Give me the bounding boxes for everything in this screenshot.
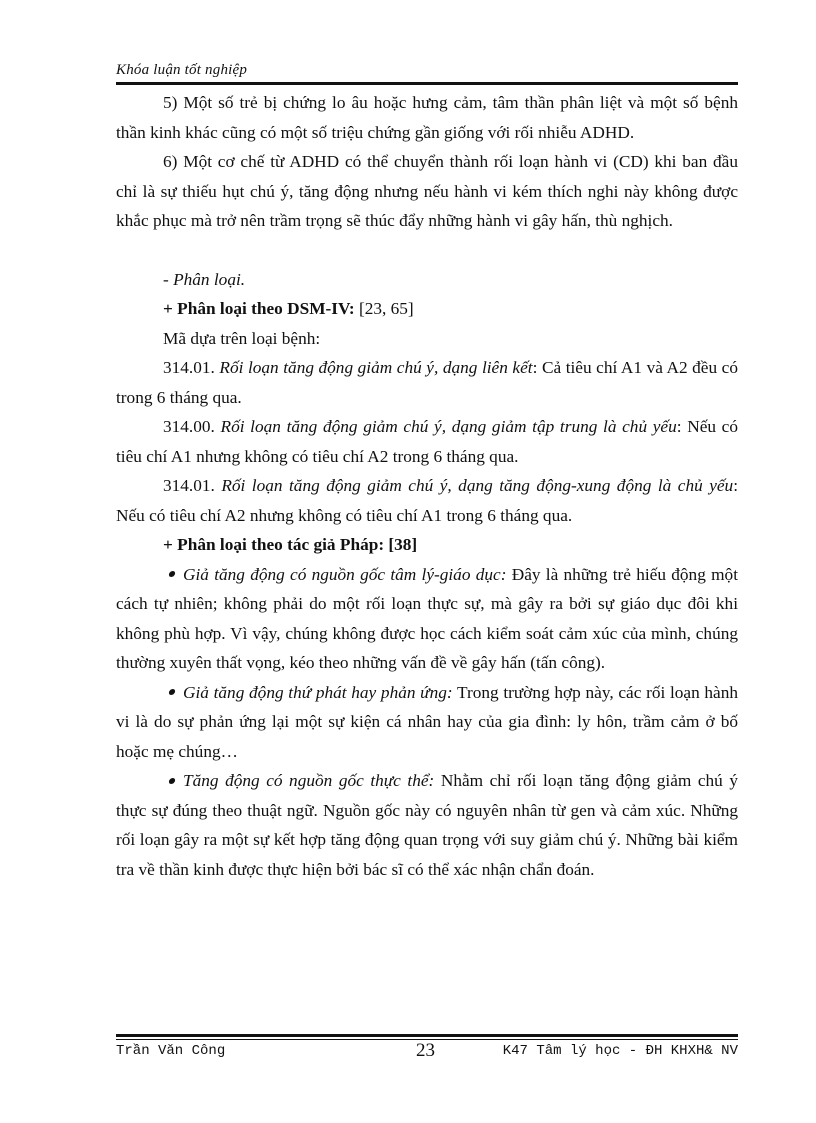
bullet-item-2-title: Giả tăng động thứ phát hay phản ứng: <box>183 682 453 702</box>
bullet-icon <box>168 571 176 577</box>
dsm-heading <box>116 294 738 324</box>
bullet-icon <box>168 778 176 784</box>
paragraph-5: 5) Một số trẻ bị chứng lo âu hoặc hưng cảm, tâm thần phân liệt và một số bệnh thần kinh khác cũng có một số triệu chứng gần giống với rối nhiễu ADHD. <box>116 93 738 142</box>
paragraph-6: 6) Một cơ chế từ ADHD có thể chuyển thành rối loạn hành vi (CD) khi ban đầu chỉ là sự thiếu hụt chú ý, tăng động nhưng nếu hành vi kém thích nghi này không được khắc phục mà trở nên trầm trọng sẽ thúc đẩy những hành vi gây hấn, thù nghịch. <box>116 152 738 230</box>
classification-label <box>116 265 738 295</box>
criterion-3-desc: : Nếu có tiêu chí A2 nhưng không có tiêu chí A1 trong 6 tháng qua. <box>116 476 738 525</box>
page-body <box>116 88 738 884</box>
bullet-item-2-text: Trong trường hợp này, các rối loạn hành vi là do sự phản ứng lại một sự kiện cá nhân hay của gia đình: ly hôn, trầm cảm ở bố hoặc mẹ chúng… <box>116 682 739 761</box>
bullet-item-3-text: Nhằm chỉ rối loạn tăng động giảm chú ý thực sự đúng theo thuật ngữ. Nguồn gốc này có nguyên nhân từ gen và cảm xúc. Những rối loạn gây ra một sự kết hợp tăng động quan trọng với suy giảm chú ý. Những bài kiểm tra về thần kinh được thực hiện bởi bác sĩ có thể xác nhận chẩn đoán. <box>116 771 739 879</box>
criterion-3-code: 314.01. <box>163 476 222 495</box>
bullet-item-1-text: Đây là những trẻ hiếu động một cách tự nhiên; không phải do một rối loạn thực sự, mà gây ra bởi sự giáo dục đôi khi không phù hợp. Vì vậy, chúng không được học cách kiểm soát cảm xúc của mình, chúng thường xuyên thất vọng, kéo theo những vấn đề về gây hấn (tấn công). <box>116 564 738 672</box>
criterion-3-name: Rối loạn tăng động giảm chú ý, dạng tăng động-xung động là chủ yếu <box>221 476 734 495</box>
classification-label-text: - Phân loại. <box>163 269 246 289</box>
criterion-1 <box>116 353 738 412</box>
bullet-item-3-title: Tăng động có nguồn gốc thực thể: <box>183 771 435 790</box>
criterion-2-name: Rối loạn tăng động giảm chú ý, dạng giảm tập trung là chủ yếu <box>220 417 677 436</box>
footer-institution: K47 Tâm lý học - ĐH KHXH& NV <box>502 1043 738 1059</box>
french-heading-text: + Phân loại theo tác giả Pháp: [38] <box>163 535 418 554</box>
footer-rule-thick <box>116 1034 738 1037</box>
bullet-item-1-title: Giả tăng động có nguồn gốc tâm lý-giáo dục: <box>183 564 507 584</box>
dsm-reference: [23, 65] <box>354 299 414 318</box>
criterion-1-name: Rối loạn tăng động giảm chú ý, dạng liên kết <box>219 358 533 377</box>
footer <box>116 1040 738 1062</box>
criterion-2-desc: : Nếu có tiêu chí A1 nhưng không có tiêu chí A2 trong 6 tháng qua. <box>116 417 738 466</box>
code-intro: Mã dựa trên loại bệnh: <box>163 328 321 348</box>
header-rule <box>116 82 738 85</box>
criterion-3 <box>116 471 738 530</box>
dsm-heading-text: + Phân loại theo DSM-IV: <box>163 299 355 318</box>
bullet-item-2 <box>116 678 738 767</box>
criterion-2 <box>116 412 738 471</box>
header-title: Khóa luận tốt nghiệp <box>116 62 248 78</box>
criterion-2-code: 314.00. <box>163 417 221 436</box>
criterion-1-desc: : Cả tiêu chí A1 và A2 đều có trong 6 tháng qua. <box>116 358 738 407</box>
footer-author: Trần Văn Công <box>116 1043 226 1059</box>
french-heading <box>116 530 738 560</box>
blank-line <box>116 236 738 265</box>
bullet-item-1 <box>116 560 738 678</box>
bullet-icon <box>168 689 176 695</box>
criterion-1-code: 314.01. <box>163 358 220 377</box>
page-number: 23 <box>416 1040 435 1061</box>
bullet-item-3 <box>116 766 738 884</box>
